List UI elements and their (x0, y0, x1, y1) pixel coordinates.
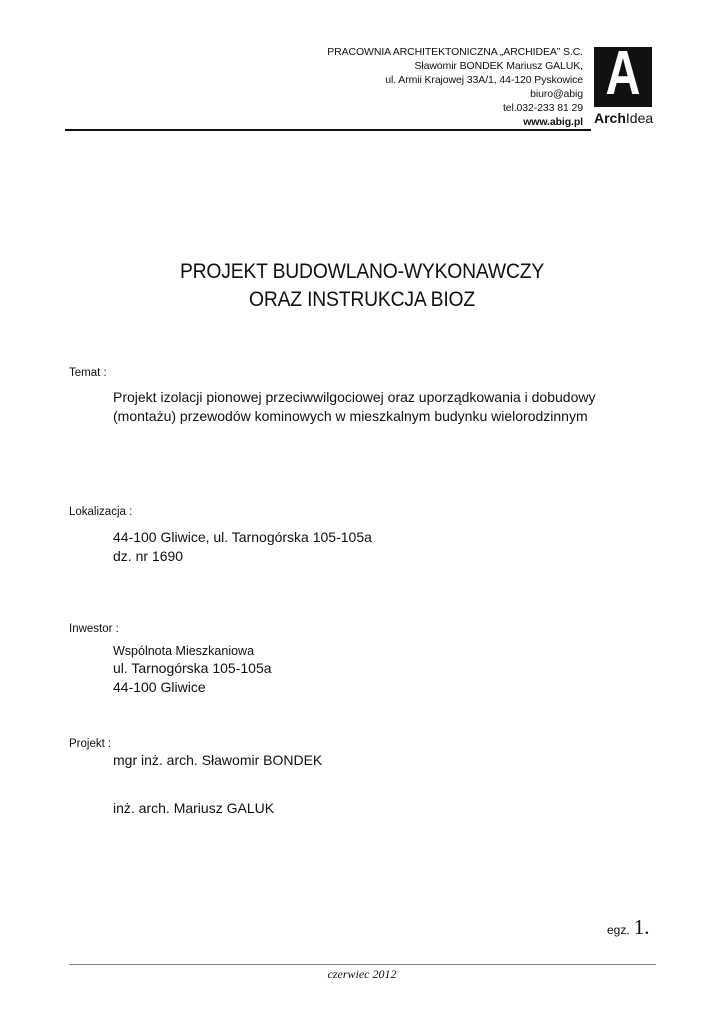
inwestor-name: Wspólnota Mieszkaniowa (113, 644, 255, 658)
title-line-1: PROJEKT BUDOWLANO-WYKONAWCZY (179, 260, 545, 283)
projekt-author-2: inż. arch. Mariusz GALUK (113, 800, 275, 816)
header-divider (65, 129, 591, 131)
document-date: czerwiec 2012 (327, 967, 397, 981)
projekt-label: Projekt : (69, 738, 112, 750)
logo-wordmark-bold: Arch (594, 110, 626, 126)
office-website: www.abig.pl (523, 116, 583, 128)
archidea-logo (594, 39, 656, 127)
document-title (0, 258, 724, 314)
temat-line-2: (montażu) przewodów kominowych w mieszkalnym budynku wielorodzinnym (113, 408, 588, 424)
footer-divider (69, 964, 656, 965)
temat-line-1: Projekt izolacji pionowej przeciwwilgociowej oraz uporządkowania i dobudowy (113, 389, 596, 405)
lokalizacja-value (113, 528, 372, 566)
office-address: ul. Armii Krajowej 33A/1, 44-120 Pyskowice (385, 74, 583, 86)
projekt-author-1: mgr inż. arch. Sławomir BONDEK (113, 752, 323, 768)
logo-letter: A (605, 39, 641, 108)
inwestor-address (113, 659, 272, 697)
copy-number (607, 915, 649, 940)
lokalizacja-line-2: dz. nr 1690 (113, 548, 184, 564)
office-partners: Sławomir BONDEK Mariusz GALUK, (414, 60, 583, 72)
lokalizacja-line-1: 44-100 Gliwice, ul. Tarnogórska 105-105a (113, 529, 372, 545)
inwestor-line-2: ul. Tarnogórska 105-105a (113, 660, 272, 676)
office-phone: tel.032-233 81 29 (502, 102, 583, 114)
inwestor-label: Inwestor : (69, 623, 119, 635)
inwestor-line-3: 44-100 Gliwice (113, 679, 206, 695)
copy-value: 1. (633, 915, 650, 939)
title-line-2: ORAZ INSTRUKCJA BIOZ (248, 288, 476, 311)
logo-wordmark-light: Idea (625, 110, 654, 126)
office-email: biuro@abig (530, 88, 583, 100)
copy-label: egz. (607, 923, 630, 937)
lokalizacja-label: Lokalizacja : (69, 506, 133, 518)
logo-mark (594, 39, 652, 108)
office-header (327, 45, 583, 129)
temat-value (113, 388, 595, 426)
logo-wordmark (594, 110, 653, 126)
temat-label: Temat : (69, 367, 107, 379)
office-name: PRACOWNIA ARCHITEKTONICZNA „ARCHIDEA” S.C. (327, 46, 583, 58)
